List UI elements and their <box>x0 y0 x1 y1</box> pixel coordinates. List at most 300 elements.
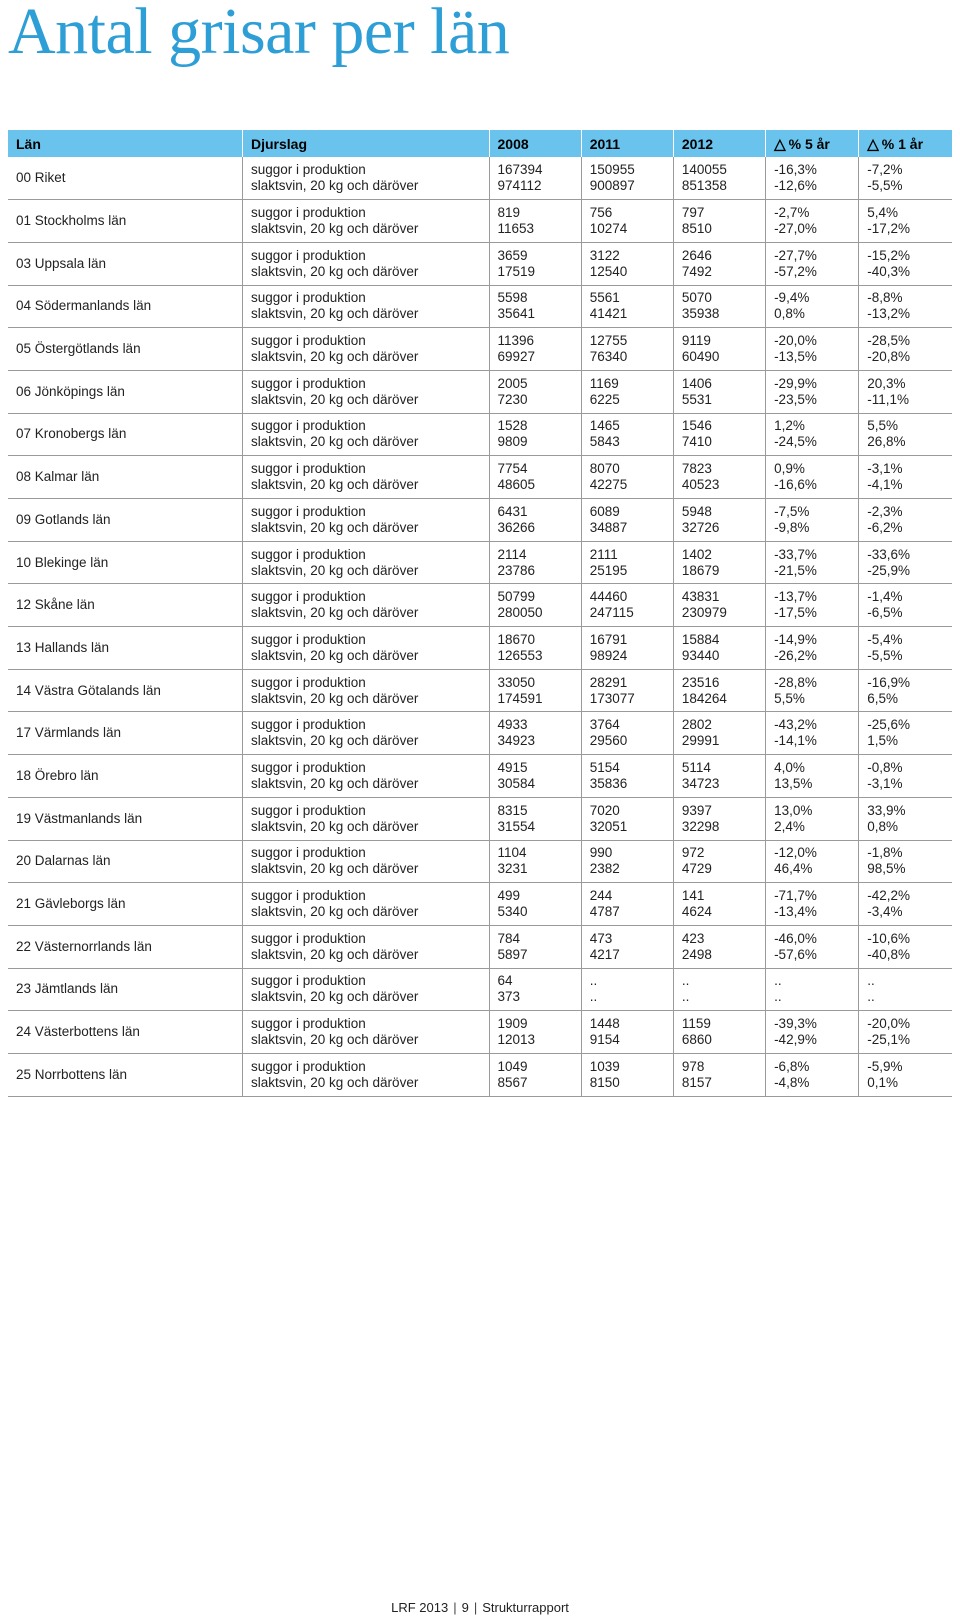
value-2012-suggor: 978 <box>681 1058 705 1074</box>
djurslag-slaktsvin: slaktsvin, 20 kg och däröver <box>250 904 419 920</box>
table-row <box>8 370 952 413</box>
value-2008-suggor: 1104 <box>497 845 527 861</box>
value-2008-suggor: 3659 <box>497 247 528 263</box>
change-5-years-slaktsvin: -57,6% <box>774 946 817 962</box>
value-2012-slaktsvin: 184264 <box>681 690 727 706</box>
djurslag-slaktsvin: slaktsvin, 20 kg och däröver <box>250 861 419 877</box>
value-2012-slaktsvin: .. <box>681 989 690 1005</box>
value-2008-suggor: 6431 <box>497 503 528 519</box>
value-2011-suggor: 8070 <box>589 461 620 477</box>
value-2011-slaktsvin: 25195 <box>589 562 628 578</box>
cell-lan: 24 Västerbottens län <box>8 1011 242 1054</box>
cell-djurslag <box>242 200 489 243</box>
cell-value-2012 <box>673 712 765 755</box>
value-2012-suggor: 7823 <box>681 461 712 477</box>
value-2008-slaktsvin: 11653 <box>497 221 535 237</box>
value-2012-suggor: 9397 <box>681 802 712 818</box>
value-2011-slaktsvin: 29560 <box>589 733 628 749</box>
value-2012-slaktsvin: 5531 <box>681 391 712 407</box>
cell-value-2011 <box>581 1011 673 1054</box>
cell-value-2011 <box>581 584 673 627</box>
value-2008-slaktsvin: 48605 <box>497 477 536 493</box>
table-row <box>8 541 952 584</box>
value-2012-slaktsvin: 29991 <box>681 733 720 749</box>
value-2011-slaktsvin: 10274 <box>589 221 628 237</box>
cell-value-2008 <box>489 584 581 627</box>
change-5-years-slaktsvin: 0,8% <box>774 306 805 322</box>
table-row <box>8 797 952 840</box>
value-2011-slaktsvin: 173077 <box>589 690 635 706</box>
change-5-years-suggor: -29,9% <box>774 375 817 391</box>
value-2008-suggor: 499 <box>497 888 521 904</box>
cell-value-2012 <box>673 584 765 627</box>
value-2008-suggor: 64 <box>497 973 513 989</box>
djurslag-suggor: suggor i produktion <box>250 1058 366 1074</box>
value-2008-slaktsvin: 31554 <box>497 818 536 834</box>
value-2011-slaktsvin: 41421 <box>589 306 628 322</box>
change-1-year-suggor: -2,3% <box>867 503 903 519</box>
change-1-year-suggor: -1,4% <box>867 589 903 605</box>
cell-value-2008 <box>489 285 581 328</box>
cell-value-2011 <box>581 541 673 584</box>
djurslag-suggor: suggor i produktion <box>250 333 366 349</box>
cell-change-1-year <box>859 797 952 840</box>
djurslag-slaktsvin: slaktsvin, 20 kg och däröver <box>250 1032 419 1048</box>
change-1-year-slaktsvin: -5,5% <box>867 178 903 194</box>
cell-value-2012 <box>673 1053 765 1096</box>
cell-value-2008 <box>489 1053 581 1096</box>
change-5-years-slaktsvin: -17,5% <box>774 605 817 621</box>
change-1-year-slaktsvin: -5,5% <box>867 647 903 663</box>
djurslag-slaktsvin: slaktsvin, 20 kg och däröver <box>250 605 419 621</box>
cell-change-1-year <box>859 456 952 499</box>
cell-change-1-year <box>859 157 952 200</box>
cell-lan: 12 Skåne län <box>8 584 242 627</box>
cell-value-2012 <box>673 1011 765 1054</box>
cell-lan: 22 Västernorrlands län <box>8 925 242 968</box>
value-2011-suggor: 1465 <box>589 418 620 434</box>
change-5-years-suggor: .. <box>774 973 782 989</box>
value-2008-suggor: 4933 <box>497 717 528 733</box>
cell-djurslag <box>242 883 489 926</box>
value-2008-suggor: 4915 <box>497 759 528 775</box>
djurslag-suggor: suggor i produktion <box>250 418 366 434</box>
table-row <box>8 712 952 755</box>
value-2008-suggor: 2114 <box>497 546 527 562</box>
value-2011-suggor: 5154 <box>589 759 620 775</box>
cell-value-2011 <box>581 200 673 243</box>
cell-value-2008 <box>489 925 581 968</box>
cell-value-2011 <box>581 456 673 499</box>
djurslag-suggor: suggor i produktion <box>250 759 366 775</box>
cell-change-1-year <box>859 242 952 285</box>
value-2011-slaktsvin: 42275 <box>589 477 628 493</box>
change-1-year-suggor: -8,8% <box>867 290 903 306</box>
change-1-year-suggor: 5,4% <box>867 205 899 221</box>
value-2012-slaktsvin: 4624 <box>681 904 712 920</box>
cell-change-5-years <box>766 797 859 840</box>
djurslag-suggor: suggor i produktion <box>250 162 366 178</box>
value-2008-suggor: 1528 <box>497 418 528 434</box>
value-2012-suggor: 140055 <box>681 162 727 178</box>
change-1-year-slaktsvin: -25,1% <box>867 1032 911 1048</box>
change-1-year-slaktsvin: -40,3% <box>867 263 911 279</box>
cell-value-2011 <box>581 669 673 712</box>
value-2011-slaktsvin: 6225 <box>589 391 620 407</box>
change-1-year-suggor: -20,0% <box>867 1016 911 1032</box>
change-5-years-suggor: -16,3% <box>774 162 817 178</box>
value-2008-slaktsvin: 5340 <box>497 904 528 920</box>
cell-value-2008 <box>489 755 581 798</box>
value-2012-suggor: 5114 <box>681 759 711 775</box>
cell-change-5-years <box>766 413 859 456</box>
value-2011-slaktsvin: 98924 <box>589 647 628 663</box>
header-lan: Län <box>8 130 242 157</box>
value-2012-suggor: 2646 <box>681 247 712 263</box>
value-2011-suggor: 12755 <box>589 333 628 349</box>
cell-value-2008 <box>489 413 581 456</box>
cell-change-1-year <box>859 499 952 542</box>
table-row <box>8 584 952 627</box>
value-2008-suggor: 33050 <box>497 674 536 690</box>
cell-change-5-years <box>766 669 859 712</box>
djurslag-suggor: suggor i produktion <box>250 205 366 221</box>
cell-value-2012 <box>673 499 765 542</box>
value-2011-slaktsvin: 4217 <box>589 946 620 962</box>
cell-value-2011 <box>581 627 673 670</box>
cell-djurslag <box>242 840 489 883</box>
value-2008-suggor: 18670 <box>497 631 536 647</box>
cell-change-1-year <box>859 712 952 755</box>
cell-change-1-year <box>859 925 952 968</box>
cell-lan: 08 Kalmar län <box>8 456 242 499</box>
value-2011-suggor: 5561 <box>589 290 620 306</box>
cell-change-5-years <box>766 712 859 755</box>
value-2012-slaktsvin: 8157 <box>681 1074 712 1090</box>
value-2008-slaktsvin: 8567 <box>497 1074 528 1090</box>
change-1-year-suggor: -5,9% <box>867 1058 903 1074</box>
footer-separator: | <box>473 1600 478 1615</box>
value-2012-slaktsvin: 2498 <box>681 946 712 962</box>
cell-value-2011 <box>581 285 673 328</box>
change-5-years-suggor: -2,7% <box>774 205 810 221</box>
change-1-year-suggor: -15,2% <box>867 247 911 263</box>
value-2012-suggor: 1406 <box>681 375 712 391</box>
cell-value-2012 <box>673 242 765 285</box>
cell-lan: 18 Örebro län <box>8 755 242 798</box>
cell-change-5-years <box>766 328 859 371</box>
change-5-years-slaktsvin: -12,6% <box>774 178 817 194</box>
change-5-years-slaktsvin: -16,6% <box>774 477 817 493</box>
djurslag-slaktsvin: slaktsvin, 20 kg och däröver <box>250 775 419 791</box>
cell-change-1-year <box>859 584 952 627</box>
cell-lan: 13 Hallands län <box>8 627 242 670</box>
value-2012-slaktsvin: 851358 <box>681 178 727 194</box>
djurslag-slaktsvin: slaktsvin, 20 kg och däröver <box>250 434 419 450</box>
cell-value-2008 <box>489 456 581 499</box>
value-2012-slaktsvin: 40523 <box>681 477 720 493</box>
value-2011-suggor: 16791 <box>589 631 628 647</box>
cell-value-2011 <box>581 883 673 926</box>
table-row <box>8 883 952 926</box>
value-2011-slaktsvin: 900897 <box>589 178 635 194</box>
value-2011-slaktsvin: 2382 <box>589 861 620 877</box>
cell-value-2012 <box>673 925 765 968</box>
change-1-year-slaktsvin: -13,2% <box>867 306 911 322</box>
cell-change-5-years <box>766 157 859 200</box>
cell-change-5-years <box>766 370 859 413</box>
cell-change-5-years <box>766 925 859 968</box>
value-2011-slaktsvin: 8150 <box>589 1074 620 1090</box>
change-1-year-suggor: -33,6% <box>867 546 911 562</box>
djurslag-suggor: suggor i produktion <box>250 1016 366 1032</box>
cell-value-2012 <box>673 200 765 243</box>
change-5-years-suggor: -71,7% <box>774 888 817 904</box>
cell-lan: 10 Blekinge län <box>8 541 242 584</box>
change-1-year-slaktsvin: 0,1% <box>867 1074 899 1090</box>
value-2008-suggor: 167394 <box>497 162 543 178</box>
value-2012-suggor: 1159 <box>681 1016 711 1032</box>
cell-change-5-years <box>766 627 859 670</box>
cell-value-2011 <box>581 797 673 840</box>
footer-separator: | <box>453 1600 457 1615</box>
cell-value-2011 <box>581 840 673 883</box>
change-1-year-suggor: -25,6% <box>867 717 911 733</box>
cell-value-2012 <box>673 328 765 371</box>
header-djurslag: Djurslag <box>242 130 489 157</box>
value-2011-slaktsvin: 5843 <box>589 434 620 450</box>
cell-value-2012 <box>673 456 765 499</box>
cell-change-5-years <box>766 541 859 584</box>
value-2012-suggor: 2802 <box>681 717 712 733</box>
cell-lan: 05 Östergötlands län <box>8 328 242 371</box>
value-2008-slaktsvin: 174591 <box>497 690 543 706</box>
cell-djurslag <box>242 712 489 755</box>
table-row <box>8 285 952 328</box>
cell-djurslag <box>242 755 489 798</box>
cell-lan: 01 Stockholms län <box>8 200 242 243</box>
djurslag-slaktsvin: slaktsvin, 20 kg och däröver <box>250 263 419 279</box>
value-2012-suggor: 1402 <box>681 546 712 562</box>
cell-value-2011 <box>581 755 673 798</box>
value-2011-slaktsvin: 76340 <box>589 349 628 365</box>
delta-icon: △ <box>867 135 879 153</box>
cell-value-2011 <box>581 413 673 456</box>
cell-djurslag <box>242 413 489 456</box>
value-2008-slaktsvin: 5897 <box>497 946 528 962</box>
value-2008-suggor: 50799 <box>497 589 536 605</box>
cell-value-2011 <box>581 242 673 285</box>
value-2012-suggor: 972 <box>681 845 705 861</box>
table-row <box>8 1011 952 1054</box>
cell-lan: 03 Uppsala län <box>8 242 242 285</box>
change-5-years-suggor: -9,4% <box>774 290 810 306</box>
djurslag-slaktsvin: slaktsvin, 20 kg och däröver <box>250 178 419 194</box>
value-2011-suggor: 7020 <box>589 802 620 818</box>
cell-change-5-years <box>766 968 859 1011</box>
value-2011-suggor: 244 <box>589 888 613 904</box>
change-5-years-slaktsvin: .. <box>774 989 782 1005</box>
change-5-years-slaktsvin: 5,5% <box>774 690 805 706</box>
cell-value-2012 <box>673 840 765 883</box>
table-row <box>8 968 952 1011</box>
value-2011-suggor: 473 <box>589 930 613 946</box>
change-5-years-slaktsvin: 13,5% <box>774 775 813 791</box>
change-5-years-suggor: -12,0% <box>774 845 817 861</box>
value-2008-slaktsvin: 12013 <box>497 1032 536 1048</box>
value-2012-slaktsvin: 4729 <box>681 861 712 877</box>
value-2008-suggor: 8315 <box>497 802 528 818</box>
value-2011-suggor: 990 <box>589 845 613 861</box>
cell-value-2008 <box>489 242 581 285</box>
table-row <box>8 627 952 670</box>
header-change-1-year-label: % 1 år <box>881 135 924 152</box>
cell-change-1-year <box>859 541 952 584</box>
cell-value-2008 <box>489 499 581 542</box>
value-2012-slaktsvin: 7492 <box>681 263 712 279</box>
change-1-year-slaktsvin: -17,2% <box>867 221 911 237</box>
djurslag-slaktsvin: slaktsvin, 20 kg och däröver <box>250 477 419 493</box>
value-2008-slaktsvin: 69927 <box>497 349 536 365</box>
value-2012-suggor: 5948 <box>681 503 712 519</box>
change-5-years-slaktsvin: -42,9% <box>774 1032 817 1048</box>
value-2012-slaktsvin: 7410 <box>681 434 712 450</box>
cell-value-2008 <box>489 157 581 200</box>
header-change-5-years <box>766 130 859 157</box>
cell-value-2008 <box>489 370 581 413</box>
table-row <box>8 200 952 243</box>
change-5-years-slaktsvin: -57,2% <box>774 263 817 279</box>
value-2011-slaktsvin: 35836 <box>589 775 628 791</box>
value-2008-slaktsvin: 35641 <box>497 306 536 322</box>
djurslag-suggor: suggor i produktion <box>250 888 366 904</box>
cell-lan: 17 Värmlands län <box>8 712 242 755</box>
cell-change-1-year <box>859 370 952 413</box>
table-row <box>8 328 952 371</box>
delta-icon: △ <box>774 135 786 153</box>
value-2011-suggor: 1169 <box>589 375 619 391</box>
change-5-years-slaktsvin: -9,8% <box>774 519 810 535</box>
cell-change-1-year <box>859 968 952 1011</box>
cell-value-2012 <box>673 157 765 200</box>
cell-lan: 21 Gävleborgs län <box>8 883 242 926</box>
cell-value-2012 <box>673 413 765 456</box>
cell-value-2008 <box>489 968 581 1011</box>
value-2011-suggor: 1039 <box>589 1058 620 1074</box>
djurslag-slaktsvin: slaktsvin, 20 kg och däröver <box>250 1074 419 1090</box>
table-row <box>8 1053 952 1096</box>
table-row <box>8 840 952 883</box>
value-2012-suggor: 423 <box>681 930 705 946</box>
change-1-year-slaktsvin: .. <box>867 989 875 1005</box>
cell-lan: 06 Jönköpings län <box>8 370 242 413</box>
cell-value-2011 <box>581 1053 673 1096</box>
value-2011-suggor: 1448 <box>589 1016 620 1032</box>
table-row <box>8 456 952 499</box>
change-5-years-slaktsvin: -23,5% <box>774 391 817 407</box>
cell-change-5-years <box>766 499 859 542</box>
page-title: Antal grisar per län <box>8 0 510 68</box>
header-2012: 2012 <box>673 130 765 157</box>
djurslag-suggor: suggor i produktion <box>250 375 366 391</box>
change-1-year-slaktsvin: -40,8% <box>867 946 911 962</box>
change-1-year-suggor: 33,9% <box>867 802 906 818</box>
change-5-years-slaktsvin: -26,2% <box>774 647 817 663</box>
cell-value-2008 <box>489 797 581 840</box>
cell-djurslag <box>242 1011 489 1054</box>
change-5-years-slaktsvin: -21,5% <box>774 562 817 578</box>
table-body <box>8 157 952 1096</box>
djurslag-suggor: suggor i produktion <box>250 247 366 263</box>
cell-value-2011 <box>581 968 673 1011</box>
value-2012-suggor: 141 <box>681 888 705 904</box>
cell-lan: 14 Västra Götalands län <box>8 669 242 712</box>
cell-djurslag <box>242 157 489 200</box>
djurslag-suggor: suggor i produktion <box>250 503 366 519</box>
cell-djurslag <box>242 370 489 413</box>
cell-value-2008 <box>489 627 581 670</box>
cell-lan: 00 Riket <box>8 157 242 200</box>
change-1-year-suggor: 5,5% <box>867 418 899 434</box>
djurslag-suggor: suggor i produktion <box>250 674 366 690</box>
cell-value-2008 <box>489 328 581 371</box>
change-5-years-slaktsvin: -13,4% <box>774 904 817 920</box>
cell-change-5-years <box>766 1053 859 1096</box>
cell-change-1-year <box>859 413 952 456</box>
cell-change-5-years <box>766 242 859 285</box>
header-2008: 2008 <box>489 130 581 157</box>
cell-change-1-year <box>859 840 952 883</box>
change-5-years-suggor: -43,2% <box>774 717 817 733</box>
djurslag-suggor: suggor i produktion <box>250 845 366 861</box>
cell-value-2012 <box>673 285 765 328</box>
djurslag-slaktsvin: slaktsvin, 20 kg och däröver <box>250 221 419 237</box>
cell-djurslag <box>242 1053 489 1096</box>
header-2011: 2011 <box>581 130 673 157</box>
value-2011-slaktsvin: 32051 <box>589 818 628 834</box>
cell-value-2012 <box>673 370 765 413</box>
djurslag-slaktsvin: slaktsvin, 20 kg och däröver <box>250 647 419 663</box>
value-2008-suggor: 1909 <box>497 1016 528 1032</box>
header-change-1-year <box>859 130 952 157</box>
cell-value-2011 <box>581 712 673 755</box>
cell-djurslag <box>242 456 489 499</box>
value-2008-slaktsvin: 974112 <box>497 178 542 194</box>
change-5-years-suggor: -7,5% <box>774 503 810 519</box>
djurslag-slaktsvin: slaktsvin, 20 kg och däröver <box>250 946 419 962</box>
cell-value-2012 <box>673 755 765 798</box>
value-2011-slaktsvin: 4787 <box>589 904 620 920</box>
cell-djurslag <box>242 328 489 371</box>
value-2012-suggor: 5070 <box>681 290 712 306</box>
cell-value-2011 <box>581 328 673 371</box>
cell-value-2011 <box>581 370 673 413</box>
value-2012-suggor: 15884 <box>681 631 720 647</box>
djurslag-slaktsvin: slaktsvin, 20 kg och däröver <box>250 562 419 578</box>
change-1-year-slaktsvin: -3,1% <box>867 775 903 791</box>
change-1-year-slaktsvin: -20,8% <box>867 349 911 365</box>
djurslag-suggor: suggor i produktion <box>250 973 366 989</box>
cell-lan: 23 Jämtlands län <box>8 968 242 1011</box>
table-row <box>8 157 952 200</box>
value-2008-slaktsvin: 126553 <box>497 647 543 663</box>
cell-djurslag <box>242 797 489 840</box>
cell-value-2011 <box>581 157 673 200</box>
cell-change-5-years <box>766 584 859 627</box>
djurslag-slaktsvin: slaktsvin, 20 kg och däröver <box>250 989 419 1005</box>
value-2012-suggor: 43831 <box>681 589 720 605</box>
value-2008-slaktsvin: 9809 <box>497 434 528 450</box>
